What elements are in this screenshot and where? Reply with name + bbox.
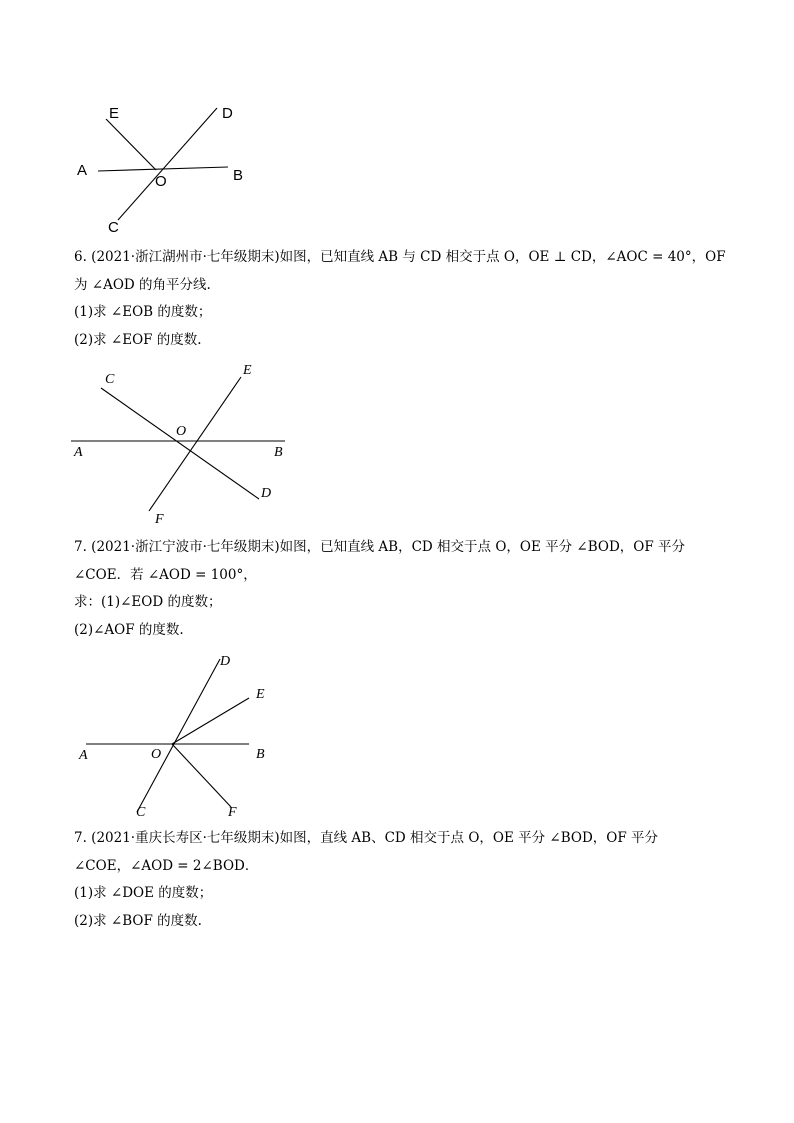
label-a: A (77, 162, 88, 179)
label-e: E (243, 363, 252, 378)
label-f: F (155, 512, 164, 527)
ray-oe (172, 698, 249, 744)
line-cd (118, 108, 217, 220)
problem-6-question-1: (1)求 ∠EOB 的度数； (74, 304, 212, 320)
label-d: D (220, 654, 231, 669)
problem-6-line-2: 为 ∠AOD 的角平分线. (74, 277, 211, 293)
ray-oe (106, 119, 156, 170)
problem-7a-question-2: (2)∠AOF 的度数. (74, 622, 184, 638)
label-d: D (261, 486, 272, 501)
problem-7b-line-2: ∠COE，∠AOD = 2∠BOD． (74, 858, 259, 874)
problem-7a-line-1: 7. (2021·浙江宁波市·七年级期末)如图，已知直线 AB，CD 相交于点 O，OE 平分 ∠BOD，OF 平分 (74, 539, 686, 555)
label-b: B (233, 167, 244, 184)
label-a: A (74, 445, 83, 460)
problem-7a-line-2: ∠COE．若 ∠AOD = 100°， (74, 567, 257, 583)
figure-3-diagram (60, 645, 290, 825)
label-d: D (222, 105, 233, 122)
problem-7b-question-2: (2)求 ∠BOF 的度数. (74, 913, 202, 929)
label-o: O (151, 747, 162, 762)
line-cd (137, 659, 220, 812)
ray-of (172, 744, 231, 807)
label-b: B (274, 445, 283, 460)
label-c: C (108, 219, 119, 236)
figure-1-diagram (60, 95, 300, 240)
label-o: O (155, 173, 167, 190)
label-e: E (256, 687, 265, 702)
label-f: F (228, 805, 237, 820)
label-c: C (136, 805, 146, 820)
figure-2-diagram (60, 355, 310, 530)
label-c: C (105, 372, 115, 387)
label-o: O (176, 424, 187, 439)
line-cd (101, 388, 259, 499)
label-e: E (109, 105, 120, 122)
label-a: A (79, 748, 88, 763)
problem-6-line-1: 6. (2021·浙江湖州市·七年级期末)如图，已知直线 AB 与 CD 相交于点 O，OE ⊥ CD，∠AOC = 40°，OF (74, 249, 726, 265)
problem-7a-question-1: 求：(1)∠EOD 的度数； (74, 594, 222, 610)
problem-7b-question-1: (1)求 ∠DOE 的度数； (74, 885, 213, 901)
label-b: B (256, 747, 265, 762)
problem-7b-line-1: 7. (2021·重庆长寿区·七年级期末)如图，直线 AB、CD 相交于点 O，OE 平分 ∠BOD，OF 平分 (74, 830, 659, 846)
problem-6-question-2: (2)求 ∠EOF 的度数. (74, 332, 202, 348)
line-ef (149, 377, 241, 511)
